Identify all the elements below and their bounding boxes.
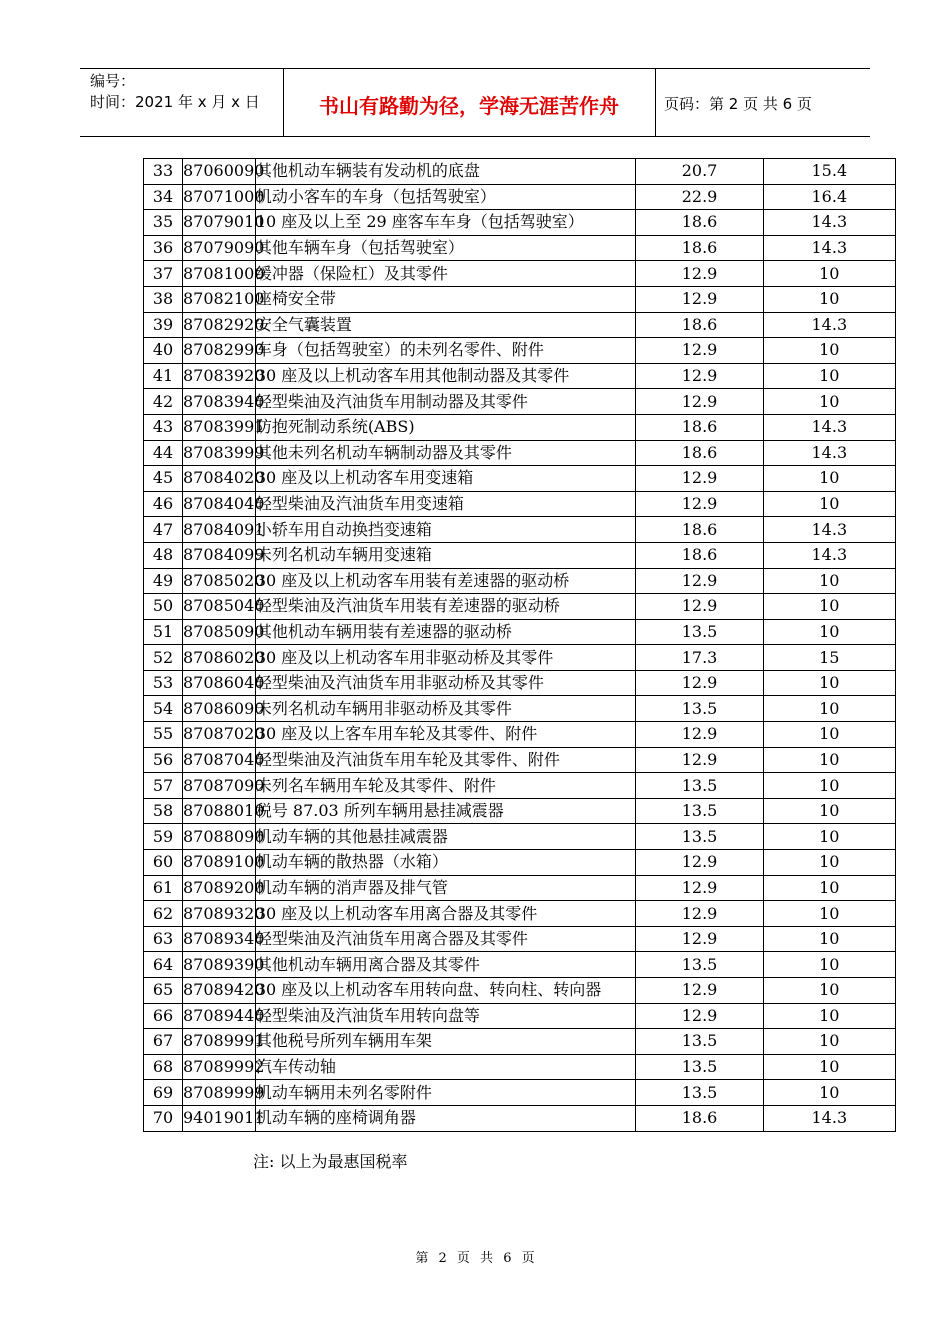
rate-2-cell: 10 [763, 747, 895, 773]
row-number-cell: 62 [144, 901, 183, 927]
table-row [144, 261, 896, 287]
tariff-code-cell: 87089992 [182, 1054, 255, 1080]
row-number-cell: 52 [144, 645, 183, 671]
item-name-cell: 其他车辆车身（包括驾驶室） [255, 235, 636, 261]
rate-2-cell: 14.3 [763, 1105, 895, 1131]
rate-1-cell: 12.9 [636, 286, 763, 312]
table-row [144, 722, 896, 748]
rate-2-cell: 10 [763, 363, 895, 389]
table-row [144, 440, 896, 466]
table-row [144, 850, 896, 876]
rate-2-cell: 10 [763, 670, 895, 696]
row-number-cell: 36 [144, 235, 183, 261]
row-number-cell: 60 [144, 850, 183, 876]
header-top-rule [80, 68, 870, 69]
row-number-cell: 51 [144, 619, 183, 645]
rate-1-cell: 12.9 [636, 875, 763, 901]
tariff-code-cell: 87083999 [182, 440, 255, 466]
item-name-cell: 机动小客车的车身（包括驾驶室） [255, 184, 636, 210]
tariff-code-cell: 87071000 [182, 184, 255, 210]
row-number-cell: 55 [144, 722, 183, 748]
rate-1-cell: 18.6 [636, 1105, 763, 1131]
row-number-cell: 41 [144, 363, 183, 389]
rate-1-cell: 12.9 [636, 338, 763, 364]
rate-1-cell: 12.9 [636, 568, 763, 594]
item-name-cell: 汽车传动轴 [255, 1054, 636, 1080]
rate-2-cell: 10 [763, 901, 895, 927]
rate-1-cell: 18.6 [636, 235, 763, 261]
row-number-cell: 53 [144, 670, 183, 696]
tariff-code-cell: 87085090 [182, 619, 255, 645]
table-row [144, 542, 896, 568]
rate-2-cell: 10 [763, 568, 895, 594]
rate-2-cell: 14.3 [763, 312, 895, 338]
table-note: 注: 以上为最惠国税率 [253, 1152, 408, 1171]
tariff-code-cell: 87088010 [182, 798, 255, 824]
table-row [144, 670, 896, 696]
table-row [144, 773, 896, 799]
row-number-cell: 54 [144, 696, 183, 722]
table-row [144, 696, 896, 722]
item-name-cell: 机动车辆的消声器及排气管 [255, 875, 636, 901]
table-row [144, 235, 896, 261]
rate-1-cell: 12.9 [636, 594, 763, 620]
item-name-cell: 机动车辆用未列名零附件 [255, 1080, 636, 1106]
row-number-cell: 46 [144, 491, 183, 517]
table-row [144, 901, 896, 927]
item-name-cell: 未列名车辆用车轮及其零件、附件 [255, 773, 636, 799]
item-name-cell: 未列名机动车辆用非驱动桥及其零件 [255, 696, 636, 722]
item-name-cell: 轻型柴油及汽油货车用变速箱 [255, 491, 636, 517]
rate-1-cell: 12.9 [636, 722, 763, 748]
tariff-code-cell: 87081000 [182, 261, 255, 287]
item-name-cell: 30 座及以上机动客车用变速箱 [255, 466, 636, 492]
rate-2-cell: 10 [763, 1080, 895, 1106]
tariff-code-cell: 87085020 [182, 568, 255, 594]
tariff-code-cell: 87089320 [182, 901, 255, 927]
tariff-code-cell: 87079010 [182, 210, 255, 236]
rate-1-cell: 12.9 [636, 670, 763, 696]
row-number-cell: 34 [144, 184, 183, 210]
rate-1-cell: 12.9 [636, 363, 763, 389]
tariff-code-cell: 87060090 [182, 159, 255, 185]
row-number-cell: 35 [144, 210, 183, 236]
table-row [144, 798, 896, 824]
rate-1-cell: 13.5 [636, 952, 763, 978]
row-number-cell: 66 [144, 1003, 183, 1029]
rate-2-cell: 16.4 [763, 184, 895, 210]
item-name-cell: 其他机动车辆用装有差速器的驱动桥 [255, 619, 636, 645]
table-row [144, 1003, 896, 1029]
table-row [144, 517, 896, 543]
rate-2-cell: 10 [763, 798, 895, 824]
row-number-cell: 68 [144, 1054, 183, 1080]
rate-1-cell: 12.9 [636, 850, 763, 876]
header-page-info: 页码：第 2 页 共 6 页 [664, 95, 812, 113]
table-row [144, 594, 896, 620]
item-name-cell: 其他机动车辆用离合器及其零件 [255, 952, 636, 978]
row-number-cell: 61 [144, 875, 183, 901]
tariff-code-cell: 87084020 [182, 466, 255, 492]
rate-2-cell: 15.4 [763, 159, 895, 185]
table-row [144, 286, 896, 312]
document-date-label: 时间：2021 年 x 月 x 日 [90, 93, 260, 111]
rate-1-cell: 12.9 [636, 747, 763, 773]
table-row [144, 747, 896, 773]
table-row [144, 338, 896, 364]
rate-1-cell: 18.6 [636, 312, 763, 338]
rate-2-cell: 14.3 [763, 440, 895, 466]
tariff-code-cell: 87082100 [182, 286, 255, 312]
header-meta [90, 71, 260, 113]
table-row [144, 619, 896, 645]
row-number-cell: 47 [144, 517, 183, 543]
rate-1-cell: 13.5 [636, 773, 763, 799]
rate-2-cell: 10 [763, 338, 895, 364]
item-name-cell: 防抱死制动系统(ABS) [255, 414, 636, 440]
rate-2-cell: 10 [763, 619, 895, 645]
rate-1-cell: 12.9 [636, 261, 763, 287]
table-row [144, 210, 896, 236]
table-row [144, 312, 896, 338]
item-name-cell: 30 座及以上机动客车用非驱动桥及其零件 [255, 645, 636, 671]
header-bottom-rule [80, 136, 870, 137]
document-number-label: 编号： [90, 72, 136, 90]
row-number-cell: 37 [144, 261, 183, 287]
tariff-code-cell: 87084091 [182, 517, 255, 543]
table-row [144, 363, 896, 389]
rate-1-cell: 13.5 [636, 1029, 763, 1055]
rate-2-cell: 10 [763, 594, 895, 620]
rate-2-cell: 10 [763, 773, 895, 799]
item-name-cell: 轻型柴油及汽油货车用非驱动桥及其零件 [255, 670, 636, 696]
tariff-code-cell: 87083991 [182, 414, 255, 440]
item-name-cell: 30 座及以上机动客车用离合器及其零件 [255, 901, 636, 927]
row-number-cell: 42 [144, 389, 183, 415]
rate-1-cell: 12.9 [636, 901, 763, 927]
rate-1-cell: 13.5 [636, 1080, 763, 1106]
rate-1-cell: 12.9 [636, 926, 763, 952]
rate-2-cell: 10 [763, 389, 895, 415]
row-number-cell: 63 [144, 926, 183, 952]
rate-2-cell: 14.3 [763, 414, 895, 440]
rate-2-cell: 10 [763, 824, 895, 850]
row-number-cell: 40 [144, 338, 183, 364]
rate-1-cell: 12.9 [636, 978, 763, 1004]
header-divider-right [655, 68, 656, 136]
tariff-table-body [144, 159, 896, 1132]
rate-1-cell: 12.9 [636, 389, 763, 415]
rate-2-cell: 14.3 [763, 542, 895, 568]
tariff-code-cell: 87086020 [182, 645, 255, 671]
rate-1-cell: 13.5 [636, 824, 763, 850]
item-name-cell: 轻型柴油及汽油货车用转向盘等 [255, 1003, 636, 1029]
tariff-table [143, 158, 896, 1132]
table-row [144, 978, 896, 1004]
page-footer: 第 2 页 共 6 页 [415, 1251, 535, 1266]
tariff-code-cell: 87089440 [182, 1003, 255, 1029]
rate-2-cell: 10 [763, 491, 895, 517]
tariff-code-cell: 87088090 [182, 824, 255, 850]
tariff-code-cell: 87089340 [182, 926, 255, 952]
item-name-cell: 其他未列名机动车辆制动器及其零件 [255, 440, 636, 466]
tariff-code-cell: 87082990 [182, 338, 255, 364]
item-name-cell: 税号 87.03 所列车辆用悬挂减震器 [255, 798, 636, 824]
item-name-cell: 机动车辆的座椅调角器 [255, 1105, 636, 1131]
rate-2-cell: 10 [763, 875, 895, 901]
tariff-code-cell: 87089390 [182, 952, 255, 978]
item-name-cell: 轻型柴油及汽油货车用装有差速器的驱动桥 [255, 594, 636, 620]
table-row [144, 645, 896, 671]
rate-2-cell: 10 [763, 261, 895, 287]
row-number-cell: 44 [144, 440, 183, 466]
rate-1-cell: 22.9 [636, 184, 763, 210]
table-row [144, 184, 896, 210]
tariff-code-cell: 87084040 [182, 491, 255, 517]
tariff-code-cell: 87087090 [182, 773, 255, 799]
rate-1-cell: 13.5 [636, 798, 763, 824]
rate-1-cell: 18.6 [636, 210, 763, 236]
item-name-cell: 机动车辆的其他悬挂减震器 [255, 824, 636, 850]
rate-2-cell: 10 [763, 850, 895, 876]
table-row [144, 952, 896, 978]
rate-2-cell: 14.3 [763, 235, 895, 261]
item-name-cell: 小轿车用自动换挡变速箱 [255, 517, 636, 543]
row-number-cell: 69 [144, 1080, 183, 1106]
item-name-cell: 座椅安全带 [255, 286, 636, 312]
table-row [144, 389, 896, 415]
item-name-cell: 轻型柴油及汽油货车用制动器及其零件 [255, 389, 636, 415]
rate-1-cell: 13.5 [636, 696, 763, 722]
tariff-code-cell: 87083940 [182, 389, 255, 415]
row-number-cell: 58 [144, 798, 183, 824]
row-number-cell: 57 [144, 773, 183, 799]
row-number-cell: 39 [144, 312, 183, 338]
tariff-code-cell: 87089420 [182, 978, 255, 1004]
rate-2-cell: 10 [763, 1029, 895, 1055]
rate-1-cell: 12.9 [636, 491, 763, 517]
table-row [144, 466, 896, 492]
tariff-code-cell: 87087040 [182, 747, 255, 773]
table-row [144, 926, 896, 952]
rate-1-cell: 18.6 [636, 440, 763, 466]
tariff-code-cell: 87086040 [182, 670, 255, 696]
rate-2-cell: 14.3 [763, 210, 895, 236]
row-number-cell: 59 [144, 824, 183, 850]
tariff-code-cell: 94019011 [182, 1105, 255, 1131]
tariff-code-cell: 87089999 [182, 1080, 255, 1106]
rate-1-cell: 18.6 [636, 542, 763, 568]
table-row [144, 875, 896, 901]
tariff-code-cell: 87086090 [182, 696, 255, 722]
rate-1-cell: 12.9 [636, 466, 763, 492]
row-number-cell: 43 [144, 414, 183, 440]
item-name-cell: 缓冲器（保险杠）及其零件 [255, 261, 636, 287]
rate-2-cell: 10 [763, 1003, 895, 1029]
table-row [144, 824, 896, 850]
table-row [144, 1029, 896, 1055]
row-number-cell: 70 [144, 1105, 183, 1131]
item-name-cell: 机动车辆的散热器（水箱） [255, 850, 636, 876]
row-number-cell: 64 [144, 952, 183, 978]
item-name-cell: 轻型柴油及汽油货车用车轮及其零件、附件 [255, 747, 636, 773]
tariff-code-cell: 87085040 [182, 594, 255, 620]
rate-1-cell: 18.6 [636, 517, 763, 543]
rate-2-cell: 15 [763, 645, 895, 671]
tariff-code-cell: 87087020 [182, 722, 255, 748]
header-motto: 书山有路勤为径，学海无涯苦作舟 [319, 94, 619, 118]
row-number-cell: 67 [144, 1029, 183, 1055]
rate-2-cell: 10 [763, 466, 895, 492]
table-row [144, 568, 896, 594]
rate-2-cell: 10 [763, 286, 895, 312]
row-number-cell: 65 [144, 978, 183, 1004]
item-name-cell: 未列名机动车辆用变速箱 [255, 542, 636, 568]
item-name-cell: 其他税号所列车辆用车架 [255, 1029, 636, 1055]
rate-1-cell: 20.7 [636, 159, 763, 185]
rate-2-cell: 10 [763, 1054, 895, 1080]
rate-1-cell: 13.5 [636, 1054, 763, 1080]
table-row [144, 1080, 896, 1106]
tariff-code-cell: 87082920 [182, 312, 255, 338]
rate-1-cell: 12.9 [636, 1003, 763, 1029]
tariff-code-cell: 87084099 [182, 542, 255, 568]
item-name-cell: 30 座及以上客车用车轮及其零件、附件 [255, 722, 636, 748]
item-name-cell: 安全气囊装置 [255, 312, 636, 338]
rate-2-cell: 10 [763, 696, 895, 722]
tariff-code-cell: 87079090 [182, 235, 255, 261]
tariff-code-cell: 87089100 [182, 850, 255, 876]
row-number-cell: 33 [144, 159, 183, 185]
tariff-code-cell: 87089991 [182, 1029, 255, 1055]
rate-2-cell: 10 [763, 722, 895, 748]
row-number-cell: 50 [144, 594, 183, 620]
rate-2-cell: 14.3 [763, 517, 895, 543]
table-row [144, 414, 896, 440]
item-name-cell: 30 座及以上机动客车用其他制动器及其零件 [255, 363, 636, 389]
tariff-code-cell: 87089200 [182, 875, 255, 901]
item-name-cell: 轻型柴油及汽油货车用离合器及其零件 [255, 926, 636, 952]
rate-1-cell: 18.6 [636, 414, 763, 440]
row-number-cell: 38 [144, 286, 183, 312]
item-name-cell: 车身（包括驾驶室）的未列名零件、附件 [255, 338, 636, 364]
rate-2-cell: 10 [763, 952, 895, 978]
tariff-code-cell: 87083920 [182, 363, 255, 389]
table-row [144, 491, 896, 517]
rate-1-cell: 13.5 [636, 619, 763, 645]
item-name-cell: 30 座及以上机动客车用装有差速器的驱动桥 [255, 568, 636, 594]
row-number-cell: 56 [144, 747, 183, 773]
row-number-cell: 45 [144, 466, 183, 492]
rate-2-cell: 10 [763, 926, 895, 952]
item-name-cell: 10 座及以上至 29 座客车车身（包括驾驶室） [255, 210, 636, 236]
table-row [144, 159, 896, 185]
item-name-cell: 30 座及以上机动客车用转向盘、转向柱、转向器 [255, 978, 636, 1004]
row-number-cell: 49 [144, 568, 183, 594]
rate-2-cell: 10 [763, 978, 895, 1004]
rate-1-cell: 17.3 [636, 645, 763, 671]
table-row [144, 1054, 896, 1080]
row-number-cell: 48 [144, 542, 183, 568]
item-name-cell: 其他机动车辆装有发动机的底盘 [255, 159, 636, 185]
table-row [144, 1105, 896, 1131]
